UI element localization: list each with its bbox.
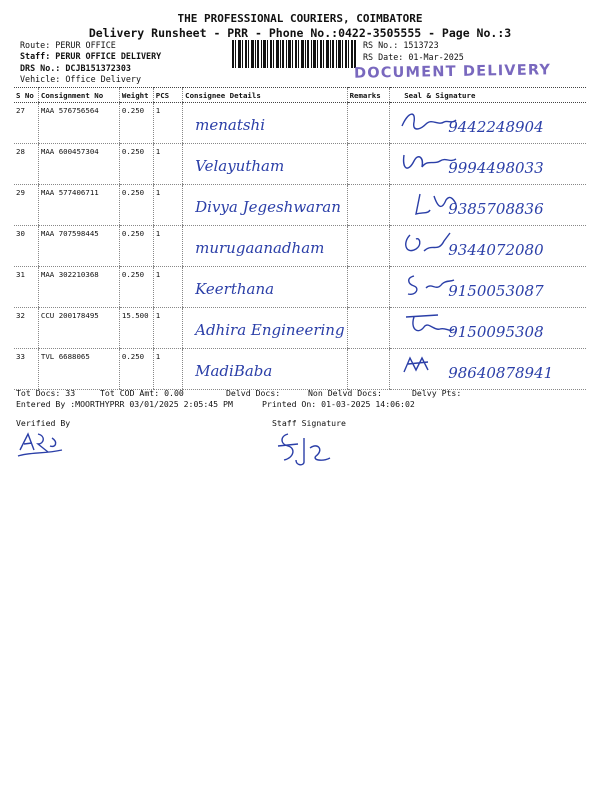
total-docs: Tot Docs: 33	[16, 388, 76, 398]
table-header-row	[14, 88, 586, 103]
column-header: PCS	[153, 88, 182, 103]
remarks	[347, 267, 390, 308]
table-row	[14, 308, 586, 349]
table-row	[14, 185, 586, 226]
column-header: Consignee Details	[183, 88, 347, 103]
receiver-phone: 9442248904	[448, 118, 544, 136]
consignee-handwriting: Adhira Engineering	[195, 321, 345, 339]
remarks	[347, 226, 390, 267]
consignee-handwriting: MadiBaba	[195, 362, 273, 380]
seal-signature	[390, 267, 586, 308]
document-delivery-stamp: DOCUMENT DELIVERY	[353, 62, 552, 82]
table-row	[14, 144, 586, 185]
weight: 0.250	[119, 267, 153, 308]
rs-number: RS No.: 1513723	[363, 40, 439, 50]
remarks	[347, 103, 390, 144]
consignment-number: CCU 200178495	[38, 308, 119, 349]
consignment-number: MAA 707598445	[38, 226, 119, 267]
vehicle: Vehicle: Office Delivery	[20, 74, 142, 84]
pieces: 1	[153, 308, 182, 349]
remarks	[347, 144, 390, 185]
column-header: Consignment No	[38, 88, 119, 103]
serial-number: 30	[14, 226, 38, 267]
consignee-details	[183, 349, 347, 390]
remarks	[347, 349, 390, 390]
rs-date: RS Date: 01-Mar-2025	[363, 52, 464, 62]
consignment-number: MAA 600457304	[38, 144, 119, 185]
remarks	[347, 308, 390, 349]
serial-number: 29	[14, 185, 38, 226]
total-cod-amount: Tot COD Amt: 0.00	[100, 388, 184, 398]
weight: 15.500	[119, 308, 153, 349]
column-header: Seal & Signature	[390, 88, 586, 103]
column-header: S No	[14, 88, 38, 103]
weight: 0.250	[119, 226, 153, 267]
weight: 0.250	[119, 144, 153, 185]
staff-signature-label: Staff Signature	[272, 418, 346, 428]
column-header: Remarks	[347, 88, 390, 103]
weight: 0.250	[119, 349, 153, 390]
pieces: 1	[153, 144, 182, 185]
seal-signature	[390, 226, 586, 267]
consignee-handwriting: Divya Jegeshwaran	[195, 198, 341, 216]
consignee-handwriting: Velayutham	[195, 157, 285, 175]
seal-signature	[390, 349, 586, 390]
runsheet-table	[14, 87, 586, 390]
pieces: 1	[153, 349, 182, 390]
table-row	[14, 267, 586, 308]
non-delivered-docs: Non Delvd Docs:	[308, 388, 382, 398]
consignment-number: MAA 576756564	[38, 103, 119, 144]
delivered-docs: Delvd Docs:	[226, 388, 281, 398]
drs-number: DRS No.: DCJB151372303	[20, 63, 131, 73]
consignee-details	[183, 144, 347, 185]
verified-signature-icon	[14, 430, 68, 460]
consignee-details	[183, 308, 347, 349]
column-header: Weight	[119, 88, 153, 103]
table-row	[14, 226, 586, 267]
staff: Staff: PERUR OFFICE DELIVERY	[20, 51, 162, 61]
consignee-details	[183, 103, 347, 144]
consignment-number: MAA 577406711	[38, 185, 119, 226]
entered-by: Entered By :MOORTHYPRR 03/01/2025 2:05:45 PM	[16, 399, 233, 409]
staff-signature-icon	[274, 428, 338, 468]
table-row	[14, 103, 586, 144]
delivery-points: Delvy Pts:	[412, 388, 462, 398]
serial-number: 33	[14, 349, 38, 390]
serial-number: 32	[14, 308, 38, 349]
consignment-number: MAA 302210368	[38, 267, 119, 308]
serial-number: 28	[14, 144, 38, 185]
weight: 0.250	[119, 103, 153, 144]
consignee-details	[183, 226, 347, 267]
pieces: 1	[153, 103, 182, 144]
consignee-handwriting: Keerthana	[195, 280, 275, 298]
consignment-number: TVL 6688065	[38, 349, 119, 390]
receiver-phone: 9150095308	[448, 323, 544, 341]
seal-signature	[390, 144, 586, 185]
receiver-phone: 9385708836	[448, 200, 544, 218]
seal-signature	[390, 308, 586, 349]
route: Route: PERUR OFFICE	[20, 40, 116, 50]
pieces: 1	[153, 267, 182, 308]
runsheet-title: Delivery Runsheet - PRR - Phone No.:0422-3505555 - Page No.:3	[88, 26, 512, 40]
receiver-phone: 9994498033	[448, 159, 544, 177]
seal-signature	[390, 103, 586, 144]
company-name: THE PROFESSIONAL COURIERS, COIMBATORE	[177, 12, 423, 25]
receiver-phone: 9150053087	[448, 282, 544, 300]
table-row	[14, 349, 586, 390]
receiver-phone: 98640878941	[448, 364, 554, 382]
consignee-details	[183, 267, 347, 308]
weight: 0.250	[119, 185, 153, 226]
seal-signature	[390, 185, 586, 226]
serial-number: 31	[14, 267, 38, 308]
consignee-handwriting: murugaanadham	[195, 239, 325, 257]
serial-number: 27	[14, 103, 38, 144]
barcode-icon	[232, 40, 356, 68]
pieces: 1	[153, 185, 182, 226]
consignee-details	[183, 185, 347, 226]
remarks	[347, 185, 390, 226]
printed-on: Printed On: 01-03-2025 14:06:02	[262, 399, 415, 409]
consignee-handwriting: menatshi	[195, 116, 266, 134]
verified-by-label: Verified By	[16, 418, 71, 428]
receiver-phone: 9344072080	[448, 241, 544, 259]
pieces: 1	[153, 226, 182, 267]
